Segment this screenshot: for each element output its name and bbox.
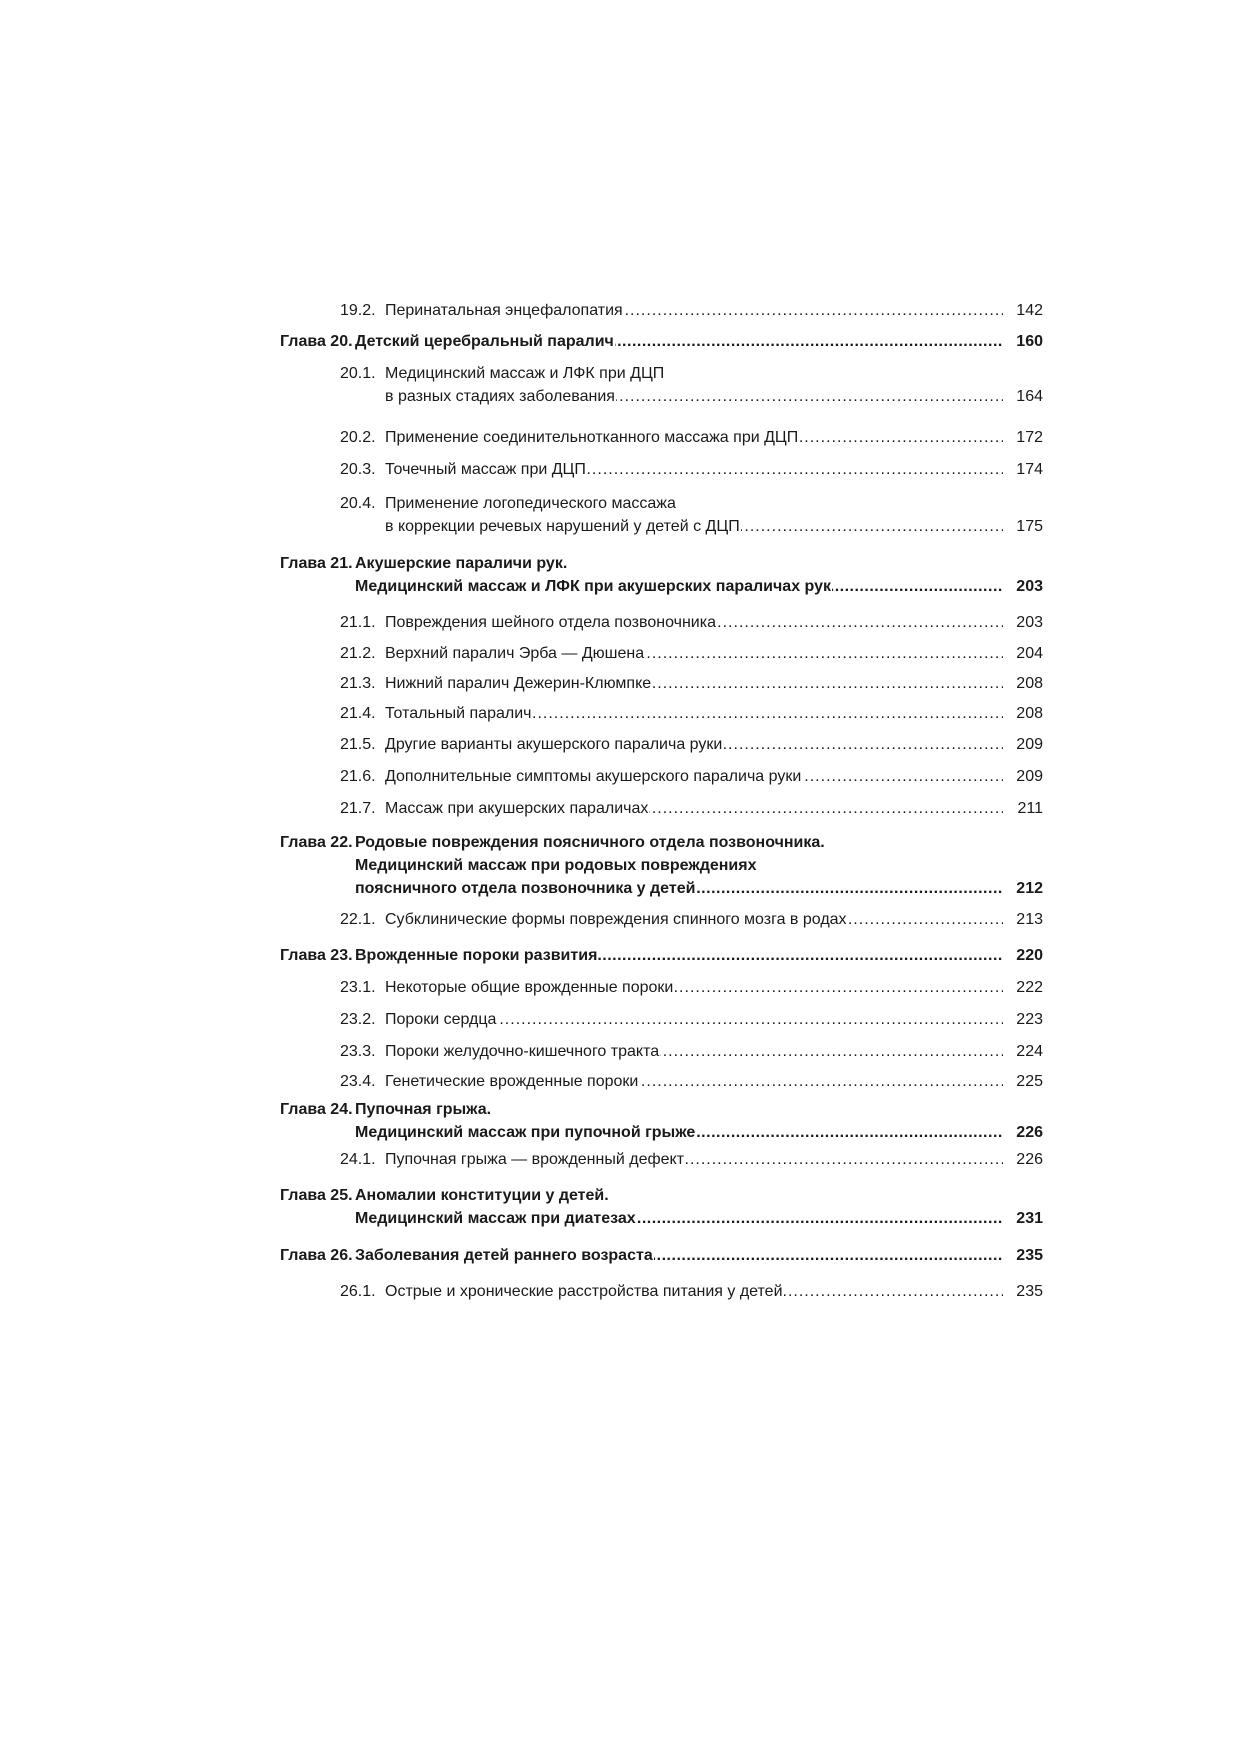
entry-title: Тотальный паралич [385,705,532,722]
section-number: 23.2. [340,1011,376,1028]
toc-section-entry[interactable] [0,362,1241,408]
page-number: 204 [1016,645,1043,662]
section-number: 24.1. [340,1151,376,1168]
chapter-number: Глава 23. [280,947,353,964]
chapter-number: Глава 25. [280,1187,353,1204]
entry-title: Пороки желудочно-кишечного тракта [385,1043,660,1060]
page-number: 209 [1016,768,1043,785]
section-number: 21.5. [340,736,376,753]
chapter-number: Глава 20. [280,333,353,350]
section-number: 26.1. [340,1283,376,1300]
entry-title: Применение логопедического массажа [385,495,676,512]
entry-title: Пупочная грыжа — врожденный дефект [385,1151,685,1168]
page-number: 209 [1016,736,1043,753]
toc-section-entry[interactable] [0,426,1241,449]
entry-title: Медицинский массаж и ЛФК при акушерских параличах рук [355,578,832,595]
page-number: 224 [1016,1043,1043,1060]
section-number: 23.4. [340,1073,376,1090]
page-number: 174 [1016,461,1043,478]
entry-title: Детский церебральный паралич [355,333,614,350]
toc-section-entry[interactable] [0,672,1241,695]
toc-chapter-entry[interactable] [0,330,1241,353]
entry-title: Некоторые общие врожденные пороки [385,979,674,996]
toc-section-entry[interactable] [0,1008,1241,1031]
toc-chapter-entry[interactable] [0,552,1241,598]
entry-title: Врожденные пороки развития [355,947,598,964]
entry-title: Повреждения шейного отдела позвоночника [385,614,716,631]
entry-title: Перинатальная энцефалопатия [385,302,623,319]
section-number: 22.1. [340,911,376,928]
entry-title: Точечный массаж при ДЦП [385,461,586,478]
page-number: 213 [1016,911,1043,928]
entry-title: Применение соединительнотканного массажа при ДЦП [385,429,799,446]
page-number: 208 [1016,675,1043,692]
entry-title: Генетические врожденные пороки [385,1073,639,1090]
toc-section-entry[interactable] [0,642,1241,665]
section-number: 20.3. [340,461,376,478]
page-number: 223 [1016,1011,1043,1028]
entry-title: Медицинский массаж при пупочной грыже [355,1124,696,1141]
toc-section-entry[interactable] [0,611,1241,634]
entry-title: Заболевания детей раннего возраста [355,1247,653,1264]
page-number: 160 [1016,333,1043,350]
section-number: 21.7. [340,800,376,817]
page-number: 226 [1016,1124,1043,1141]
entry-title: Акушерские параличи рук. [355,555,568,572]
page-number: 235 [1016,1283,1043,1300]
entry-title: Пороки сердца [385,1011,497,1028]
toc-section-entry[interactable] [0,1070,1241,1093]
section-number: 19.2. [340,302,376,319]
entry-title: в разных стадиях заболевания [385,388,615,405]
toc-chapter-entry[interactable] [0,1184,1241,1230]
section-number: 21.2. [340,645,376,662]
toc-section-entry[interactable] [0,908,1241,931]
toc-chapter-entry[interactable] [0,1098,1241,1144]
page-number: 231 [1016,1210,1043,1227]
entry-title: Острые и хронические расстройства питания у детей [385,1283,783,1300]
page-number: 142 [1016,302,1043,319]
toc-chapter-entry[interactable] [0,831,1241,900]
section-number: 20.4. [340,495,376,512]
toc-section-entry[interactable] [0,1280,1241,1303]
entry-title: Родовые повреждения поясничного отдела позвоночника. [355,834,825,851]
section-number: 21.3. [340,675,376,692]
toc-section-entry[interactable] [0,458,1241,481]
toc-section-entry[interactable] [0,299,1241,322]
toc-section-entry[interactable] [0,765,1241,788]
toc-section-entry[interactable] [0,1148,1241,1171]
page-number: 172 [1016,429,1043,446]
chapter-number: Глава 22. [280,834,353,851]
page-number: 226 [1016,1151,1043,1168]
section-number: 21.6. [340,768,376,785]
page-number: 175 [1016,518,1043,535]
section-number: 20.2. [340,429,376,446]
entry-title: Нижний паралич Дежерин-Клюмпке [385,675,652,692]
page-number: 212 [1016,880,1043,897]
entry-title: Массаж при акушерских параличах [385,800,649,817]
page-number: 203 [1016,614,1043,631]
entry-title: в коррекции речевых нарушений у детей с ДЦП [385,518,740,535]
page-number: 203 [1016,578,1043,595]
page-number: 211 [1017,800,1043,817]
chapter-number: Глава 26. [280,1247,353,1264]
entry-title: Субклинические формы повреждения спинного мозга в родах [385,911,847,928]
chapter-number: Глава 24. [280,1101,353,1118]
entry-title: Медицинский массаж при родовых повреждениях [355,857,757,874]
section-number: 23.3. [340,1043,376,1060]
entry-title: Пупочная грыжа. [355,1101,492,1118]
toc-section-entry[interactable] [0,976,1241,999]
entry-title: Верхний паралич Эрба — Дюшена [385,645,645,662]
toc-section-entry[interactable] [0,797,1241,820]
toc-section-entry[interactable] [0,702,1241,725]
entry-title: Медицинский массаж при диатезах [355,1210,636,1227]
section-number: 20.1. [340,365,376,382]
section-number: 21.1. [340,614,376,631]
toc-section-entry[interactable] [0,1040,1241,1063]
entry-title: Медицинский массаж и ЛФК при ДЦП [385,365,665,382]
section-number: 23.1. [340,979,376,996]
entry-title: Другие варианты акушерского паралича руки [385,736,723,753]
section-number: 21.4. [340,705,376,722]
toc-section-entry[interactable] [0,492,1241,538]
chapter-number: Глава 21. [280,555,353,572]
page-number: 220 [1016,947,1043,964]
entry-title: Дополнительные симптомы акушерского паралича руки [385,768,802,785]
entry-title: поясничного отдела позвоночника у детей [355,880,696,897]
toc-section-entry[interactable] [0,733,1241,756]
page-number: 225 [1016,1073,1043,1090]
entry-title: Аномалии конституции у детей. [355,1187,609,1204]
page-number: 208 [1016,705,1043,722]
toc-chapter-entry[interactable] [0,1244,1241,1267]
page-number: 235 [1016,1247,1043,1264]
toc-chapter-entry[interactable] [0,944,1241,967]
page-number: 222 [1016,979,1043,996]
page-number: 164 [1016,388,1043,405]
